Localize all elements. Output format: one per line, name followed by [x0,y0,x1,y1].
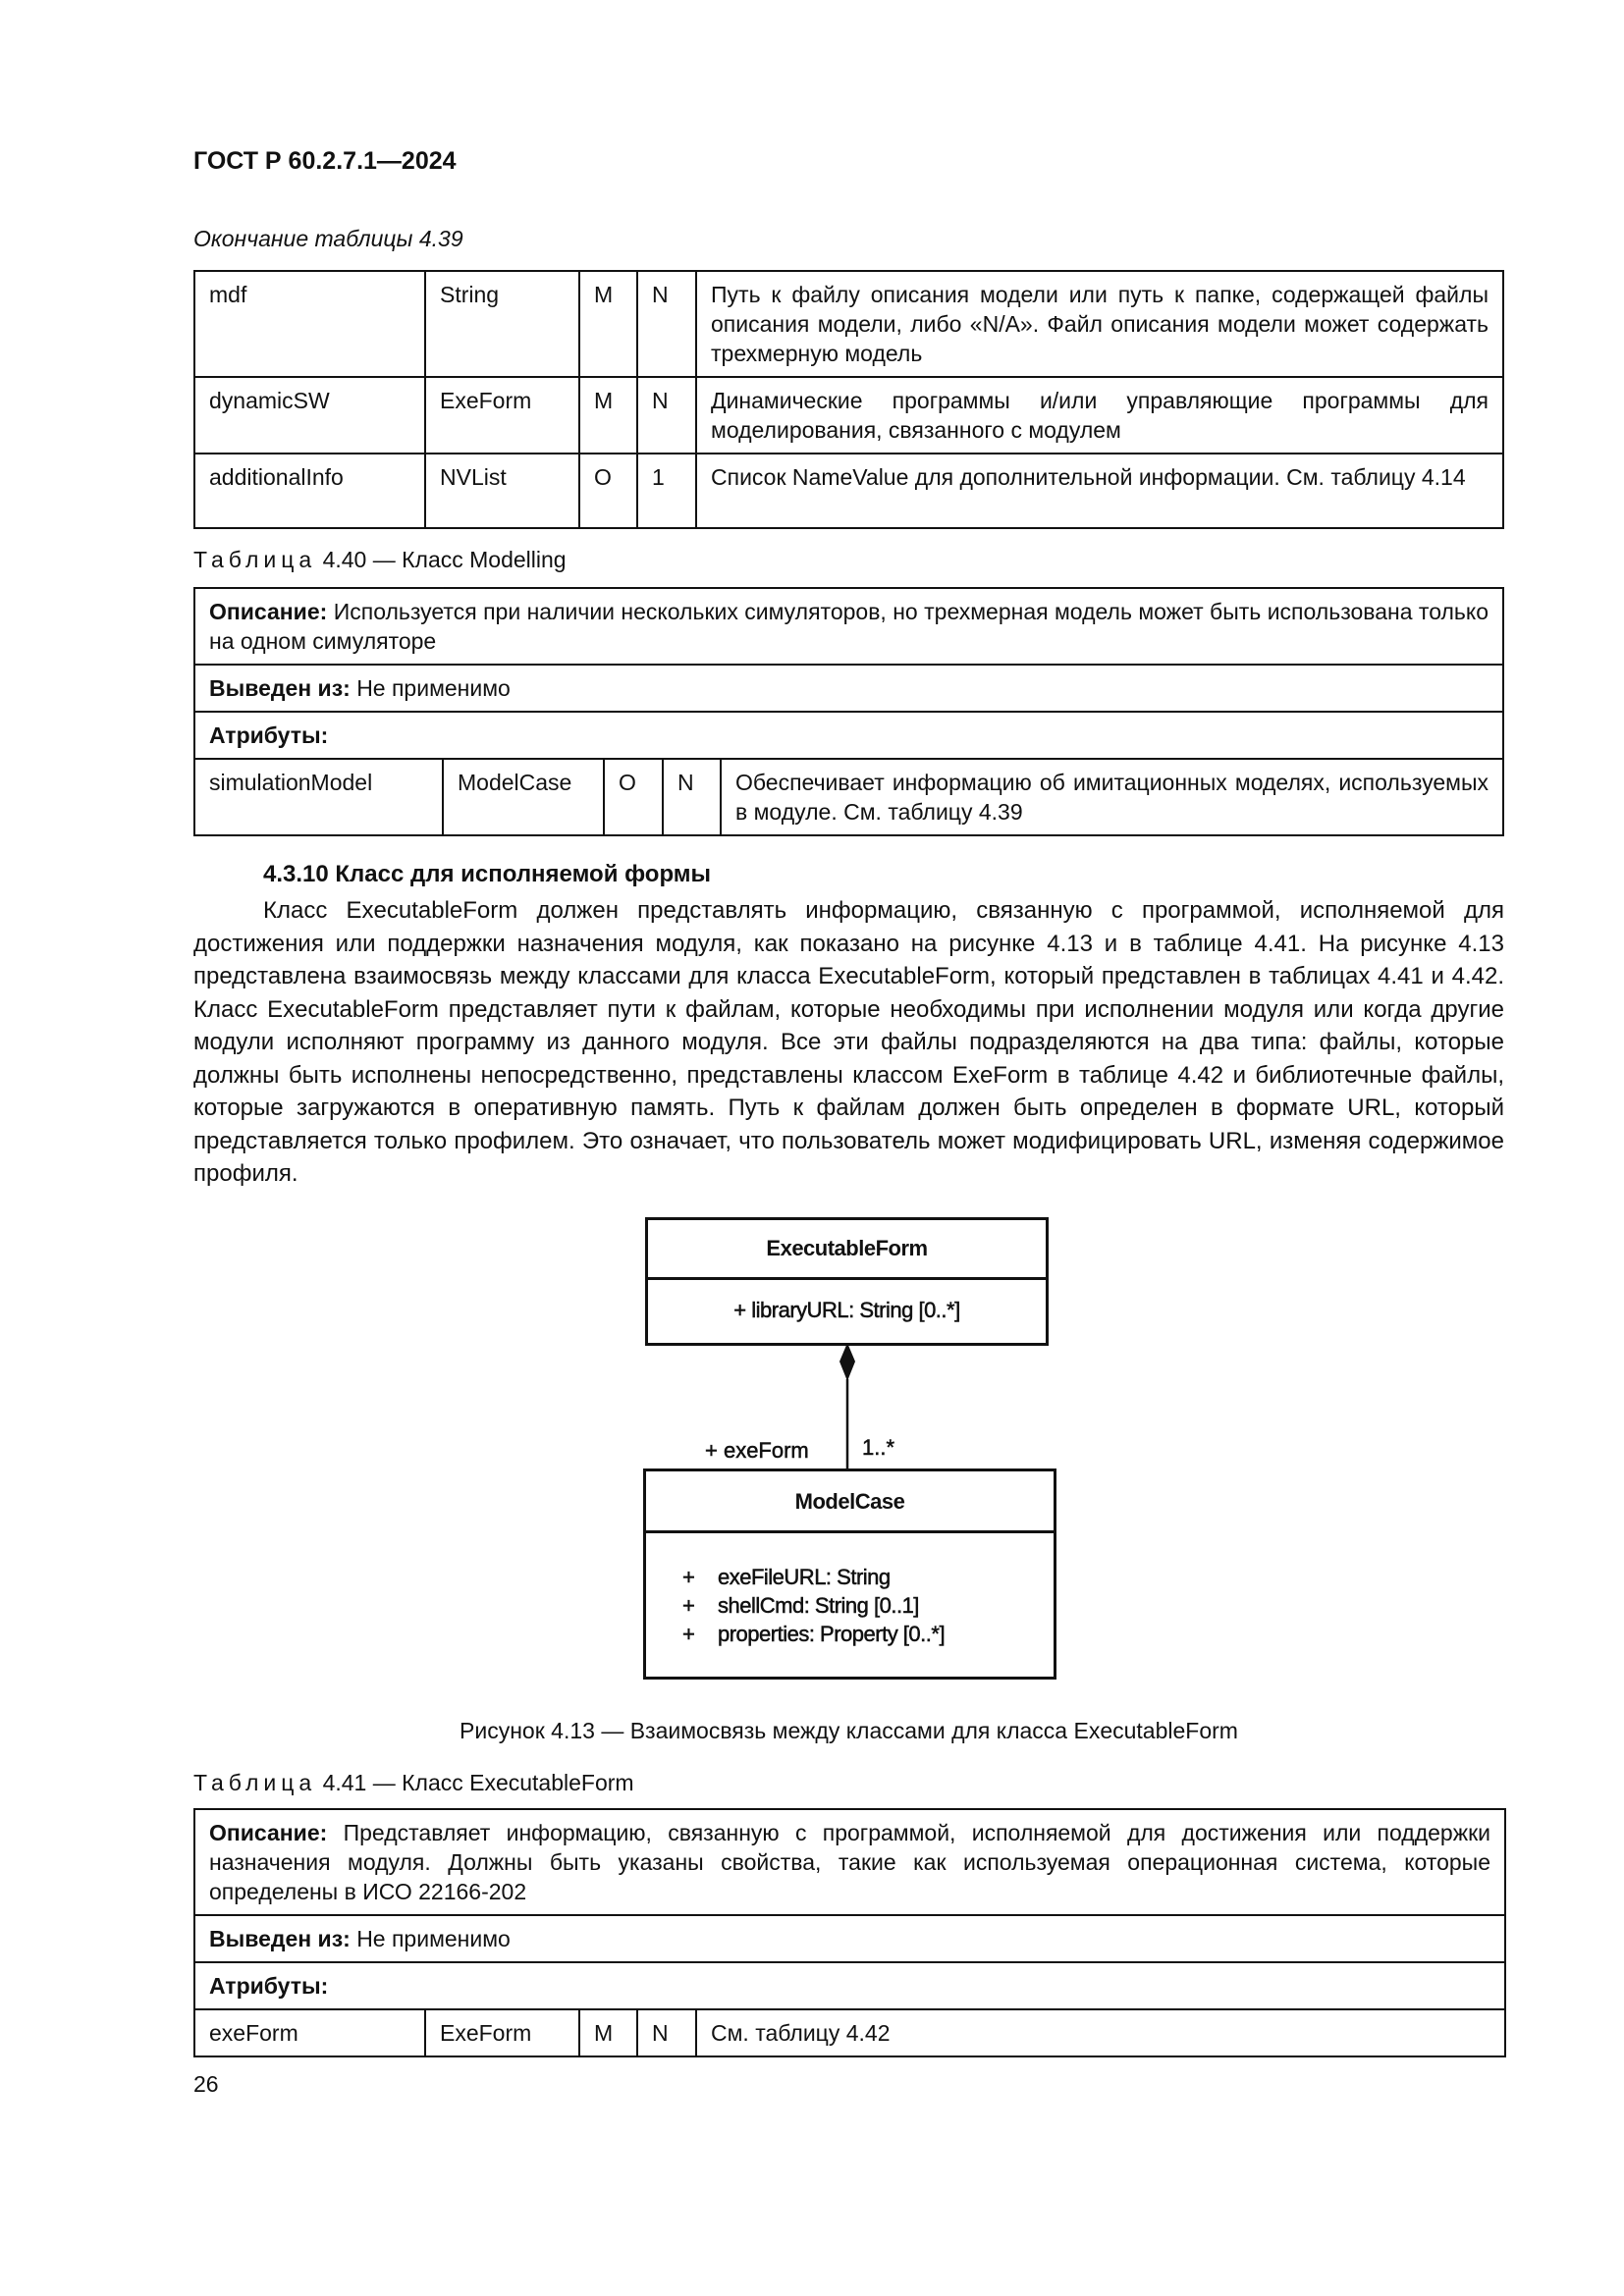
cell-name: dynamicSW [194,377,425,454]
visibility-marker: + [682,1622,695,1646]
cell-desc: Список NameValue для дополнительной информации. См. таблицу 4.14 [696,454,1503,528]
uml-attribute [682,1563,1054,1591]
table-caption-continuation: Окончание таблицы 4.39 [193,226,463,251]
cell-req: O [604,759,663,835]
figure-caption: Рисунок 4.13 — Взаимосвязь между классами для класса ExecutableForm [460,1718,1238,1743]
uml-attribute [682,1591,1054,1620]
table-4-41 [193,1808,1506,2057]
caption-text: 4.41 — Класс ExecutableForm [322,1770,634,1795]
association-role: + exeForm [705,1438,809,1463]
section-paragraph [193,894,1504,1191]
attributes-label: Атрибуты: [209,722,329,748]
uml-class-name: ModelCase [646,1471,1054,1533]
derived-row [194,665,1503,712]
visibility-marker: + [682,1565,695,1589]
uml-class-modelcase [643,1468,1056,1680]
table-row [194,271,1503,377]
table-row [194,377,1503,454]
table-row [194,759,1503,835]
cell-name: exeForm [194,2009,425,2056]
cell-desc: Динамические программы и/или управляющие программы для моделирования, связанного с модулем [696,377,1503,454]
derived-text: Не применимо [356,675,511,701]
attribute-text: shellCmd: String [0..1] [718,1593,919,1618]
cell-mult: 1 [637,454,696,528]
cell-desc: Обеспечивает информацию об имитационных моделях, используемых в модуле. См. таблицу 4.39 [721,759,1503,835]
association-multiplicity: 1..* [862,1435,895,1460]
cell-type: String [425,271,579,377]
cell-type: NVList [425,454,579,528]
cell-desc: Путь к файлу описания модели или путь к папке, содержащей файлы описания модели, либо «N/A». Файл описания модели может содержать трехмерную модель [696,271,1503,377]
page-number: 26 [193,2071,219,2097]
caption-word: Таблица [193,547,317,572]
paragraph-text: Класс ExecutableForm должен представлять информацию, связанную с программой, исполняемой для достижения или поддержки назначения модуля, как показано на рисунке 4.13 и в таблице 4.41. На рисунке 4.13 представлена взаимосвязь между классами для класса ExecutableForm, который представлен в таблицах 4.41 и 4.42. Класс ExecutableForm представляет пути к файлам, которые необходимы при исполнении модуля или когда другие модули исполняют программу из данного модуля. Все эти файлы подразделяются на два типа: файлы, которые должны быть исполнены непосредственно, представлены классом ExeForm в таблице 4.42 и библиотечные файлы, которые загружаются в оперативную память. Путь к файлам должен быть определен в формате URL, который представляется только профилем. Это означает, что пользователь может модифицировать URL, изменяя содержимое профиля. [193,897,1504,1187]
attributes-row [194,712,1503,759]
cell-req: M [579,2009,637,2056]
description-row [194,588,1503,665]
attribute-text: properties: Property [0..*] [718,1622,946,1646]
attributes-row [194,1962,1505,2009]
cell-name: simulationModel [194,759,443,835]
attribute-text: exeFileURL: String [718,1565,891,1589]
derived-text: Не применимо [356,1926,511,1951]
cell-type: ExeForm [425,2009,579,2056]
cell-name: mdf [194,271,425,377]
cell-mult: N [637,271,696,377]
uml-attribute [682,1620,1054,1648]
composition-diamond-icon [839,1343,855,1381]
description-row [194,1809,1505,1915]
derived-row [194,1915,1505,1962]
caption-word: Таблица [193,1770,317,1795]
cell-mult: N [663,759,721,835]
uml-class-executableform [645,1217,1049,1346]
caption-text: 4.40 — Класс Modelling [322,547,567,572]
visibility-marker: + [682,1593,695,1618]
table-4-41-caption [193,1770,634,1796]
table-row [194,454,1503,528]
cell-req: M [579,271,637,377]
description-label: Описание: [209,1820,328,1845]
description-text: Используется при наличии нескольких симуляторов, но трехмерная модель может быть использована только на одном симуляторе [209,599,1489,654]
table-row [194,2009,1505,2056]
table-4-40-caption [193,547,567,573]
derived-label: Выведен из: [209,1926,351,1951]
cell-desc: См. таблицу 4.42 [696,2009,1505,2056]
cell-type: ModelCase [443,759,604,835]
cell-mult: N [637,2009,696,2056]
table-4-40 [193,587,1504,836]
description-label: Описание: [209,599,328,624]
derived-label: Выведен из: [209,675,351,701]
cell-name: additionalInfo [194,454,425,528]
attributes-label: Атрибуты: [209,1973,329,1999]
cell-req: O [579,454,637,528]
table-4-39-end [193,270,1504,529]
cell-req: M [579,377,637,454]
cell-type: ExeForm [425,377,579,454]
uml-class-name: ExecutableForm [648,1220,1046,1280]
uml-attribute: + libraryURL: String [0..*] [733,1298,960,1322]
section-heading: 4.3.10 Класс для исполняемой формы [263,861,712,887]
document-header: ГОСТ Р 60.2.7.1—2024 [193,147,457,175]
cell-mult: N [637,377,696,454]
description-text: Представляет информацию, связанную с программой, исполняемой для достижения или поддержки назначения модуля. Должны быть указаны свойства, такие как используемая операционная система, которые определены в ИСО 22166-202 [209,1820,1491,1904]
